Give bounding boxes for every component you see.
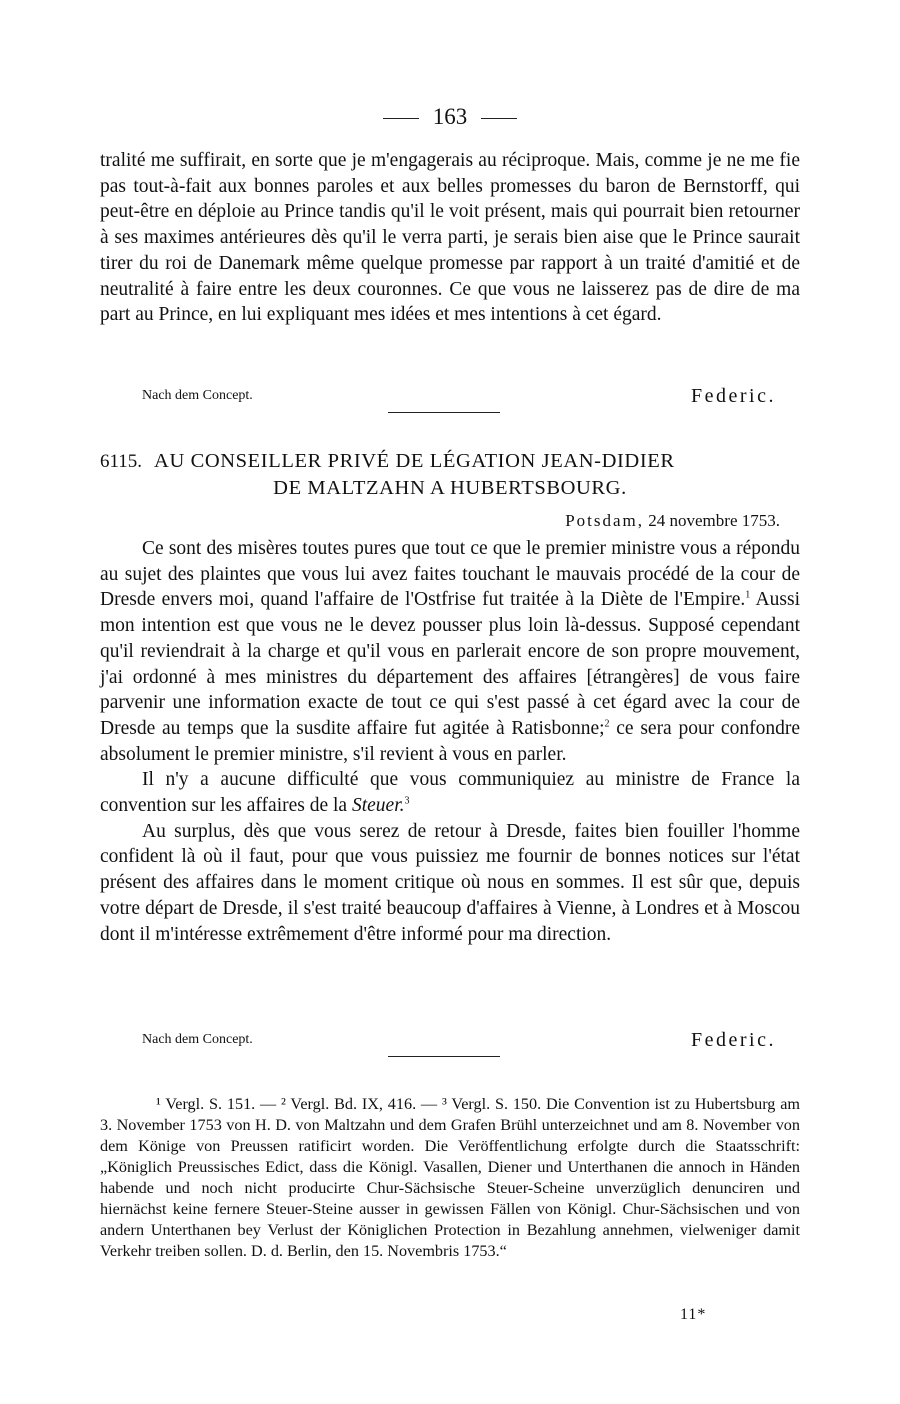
paragraph-1-part-a: Ce sont des misères toutes pures que tout ce que le premier ministre vous a répondu au sujet des plaintes que vous lui avez faites touchant le mauvais procédé de la cour de Dresde envers moi, quand l'affaire de l'Ostfrise fut traitée à la Diète de l'Empire. — [100, 538, 800, 611]
source-note: Nach dem Concept. — [142, 388, 253, 403]
previous-letter-paragraph: tralité me suffirait, en sorte que je m'engagerais au réciproque. Mais, comme je ne me fie pas tout-à-fait aux bonnes paroles et aux belles promesses du baron de Bernstorff, qui peut-être en déploie au Prince tandis qu'il le voit présent, mais qui pourrait bien retourner à ses maximes antérieures dès qu'il le verra parti, je serais bien aise que le Prince saurait tirer du roi de Danemark même quelque promesse par rapport à un traité d'amitié et de neutralité à faire entre les deux couronnes. Ce que vous ne laisserez pas de dire de ma part au Prince, en lui expliquant mes idées et mes intentions à cet égard. — [100, 150, 800, 326]
letter-paragraph-3: Au surplus, dès que vous serez de retour à Dresde, faites bien fouiller l'homme confident là où il faut, pour que vous puissiez me fournir de bonnes notices sur l'état présent des affaires dans le moment critique où nous en sommes. Il est sûr que, depuis votre départ de Dresde, il s'est traité beaucoup d'affaires à Vienne, à Londres et à Moscou dont il m'intéresse extrêmement d'être informé pour ma direction. — [100, 820, 800, 945]
paragraph-2-part-a: Il n'y a aucune difficulté que vous communiquiez au ministre de France la convention sur les affaires de la — [100, 769, 800, 817]
page-number: 163 — [432, 104, 468, 129]
dateline-place: Potsdam, — [565, 511, 645, 530]
footnote-ref-3: 3 — [404, 795, 410, 807]
printer-signature-mark: 11* — [680, 1306, 707, 1323]
source-note: Nach dem Concept. — [142, 1032, 253, 1047]
footnotes — [100, 1094, 800, 1262]
header-dash-right — [481, 118, 517, 119]
section-divider — [388, 412, 500, 413]
footnote-ref-1: 1 — [745, 589, 751, 601]
dateline — [100, 511, 780, 531]
letter-paragraph-2 — [100, 767, 800, 818]
previous-letter-text — [100, 148, 800, 328]
letter-heading-line-1: AU CONSEILLER PRIVÉ DE LÉGATION JEAN-DIDIER — [154, 450, 675, 472]
letter-heading-line-2: DE MALTZAHN A HUBERTSBOURG. — [273, 477, 627, 499]
footnote-text: ¹ Vergl. S. 151. — ² Vergl. Bd. IX, 416. — ³ Vergl. S. 150. Die Convention ist zu Hubertsburg am 3. November 1753 von H. D. von Maltzahn und dem Grafen Brühl unterzeichnet und am 8. November von dem Könige von Preussen ratificirt worden. Die Veröffentlichung erfolgte durch die Staatsschrift: „Königlich Preussisches Edict, dass die Königl. Vasallen, Diener und Unterthanen die annoch in Händen habende und noch nicht producirte Chur-Sächsische Steuer-Scheine unverzüglich denunciren und hiernächst keine fernere Steuer-Steine ausser in gewissen Fällen von Königl. Chur-Sächsischen und von andern Unterthanen bey Verlust der Königlichen Protection in Bezahlung annehmen, vielweniger damit Verkehr treiben sollen. D. d. Berlin, den 15. Novembris 1753.“ — [100, 1095, 800, 1260]
letter-body — [100, 536, 800, 947]
signature: Federic. — [691, 1029, 776, 1051]
letter-number: 6115. — [100, 451, 143, 472]
paragraph-1-part-b: Aussi mon intention est que vous ne le devez pousser plus loin là-dessus. Supposé cependant qu'il reviendrait à la charge et qu'il vous en parlerait encore de son propre mouvement, j'ai ordonné à mes ministres du département des affaires [étrangères] de vous faire parvenir une information exacte de tout ce qui s'est passé à cet égard avec la cour de Dresde au temps que la susdite affaire fut agitée à Ratisbonne; — [100, 589, 800, 739]
dateline-date: 24 novembre 1753. — [648, 511, 780, 530]
header-dash-left — [383, 118, 419, 119]
previous-letter-closing — [100, 378, 800, 408]
steuer-term: Steuer. — [351, 795, 405, 817]
paragraph-1-part-c: ce sera pour confondre absolument le premier ministre, s'il revient à vous en parler. — [100, 717, 800, 765]
letter-heading — [100, 448, 800, 502]
signature: Federic. — [691, 385, 776, 407]
footnote-ref-2: 2 — [604, 718, 610, 730]
page-header — [0, 104, 900, 130]
section-divider — [388, 1056, 500, 1057]
letter-paragraph-1 — [100, 536, 800, 767]
letter-closing — [100, 1022, 800, 1052]
